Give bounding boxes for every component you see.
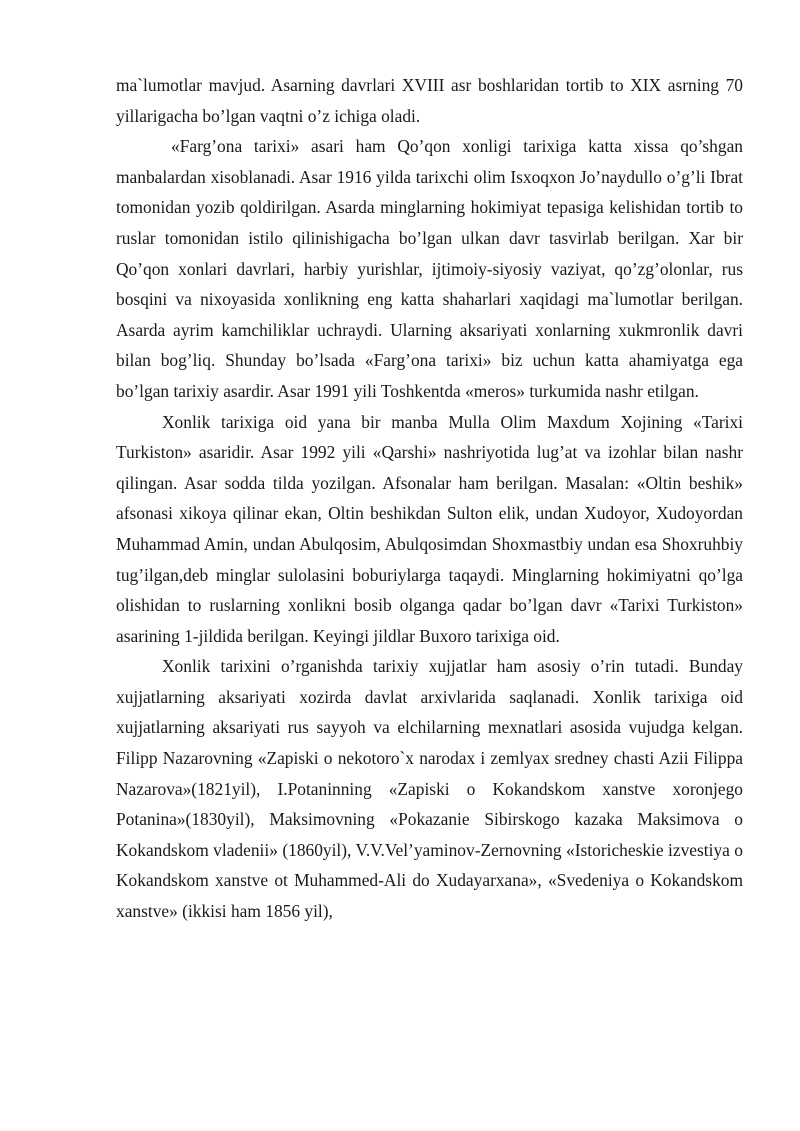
- body-text: [116, 70, 743, 927]
- paragraph-fargona-tarixi: «Farg’ona tarixi» asari ham Qo’qon xonligi tarixiga katta xissa qo’shgan manbalardan xisoblanadi. Asar 1916 yilda tarixchi olim Isxoqxon Jo’naydullo o’g’li Ibrat tomonidan yozib qoldirilgan. Asarda minglarning hokimiyat tepasiga kelishidan tortib to ruslar tomonidan istilo qilinishigacha bo’lgan ulkan davr tasvirlab berilgan. Xar bir Qo’qon xonlari davrlari, harbiy yurishlar, ijtimoiy-siyosiy vaziyat, qo’zg’olonlar, rus bosqini va nixoyasida xonlikning eng katta shaharlari xaqidagi ma`lumotlar berilgan. Asarda ayrim kamchiliklar uchraydi. Ularning aksariyati xonlarning xukmronlik davri bilan bog’liq. Shunday bo’lsada «Farg’ona tarixi» biz uchun katta ahamiyatga ega bo’lgan tarixiy asardir. Asar 1991 yili Toshkentda «meros» turkumida nashr etilgan.: [116, 136, 743, 401]
- paragraph-continuation: ma`lumotlar mavjud. Asarning davrlari XVIII asr boshlaridan tortib to XIX asrning 70 yillarigacha bo’lgan vaqtni o’z ichiga oladi.: [116, 75, 743, 126]
- paragraph-tarixiy-xujjatlar: Xonlik tarixini o’rganishda tarixiy xujjatlar ham asosiy o’rin tutadi. Bunday xujjatlarning aksariyati xozirda davlat arxivlarida saqlanadi. Xonlik tarixiga oid xujjatlarning aksariyati rus sayyoh va elchilarning mexnatlari asosida vujudga kelgan. Filipp Nazarovning «Zapiski o nekotoro`x narodax i zemlyax sredney chasti Azii Filippa Nazarova»(1821yil), I.Potaninning «Zapiski o Kokandskom xanstve xoronjego Potanina»(1830yil), Maksimovning «Pokazanie Sibirskogo kazaka Maksimova o Kokandskom vladenii» (1860yil), V.V.Vel’yaminov-Zernovning «Istoricheskie izvestiya o Kokandskom xanstve ot Muhammed-Ali do Xudayarxana», «Svedeniya o Kokandskom xanstve» (ikkisi ham 1856 yil),: [116, 656, 743, 922]
- paragraph-tarixi-turkiston: Xonlik tarixiga oid yana bir manba Mulla Olim Maxdum Xojining «Tarixi Turkiston» asaridir. Asar 1992 yili «Qarshi» nashriyotida lug’at va izohlar bilan nashr qilingan. Asar sodda tilda yozilgan. Afsonalar ham berilgan. Masalan: «Oltin beshik» afsonasi xikoya qilinar ekan, Oltin beshikdan Sulton elik, undan Xudoyor, Xudoyordan Muhammad Amin, undan Abulqosim, Abulqosimdan Shoxmastbiy undan esa Shoxruhbiy tug’ilgan,deb minglar sulolasini boburiylarga taqaydi. Minglarning hokimiyatni qo’lga olishidan to ruslarning xonlikni bosib olganga qadar bo’lgan davr «Tarixi Turkiston» asarining 1-jildida berilgan. Keyingi jildlar Buxoro tarixiga oid.: [116, 411, 743, 646]
